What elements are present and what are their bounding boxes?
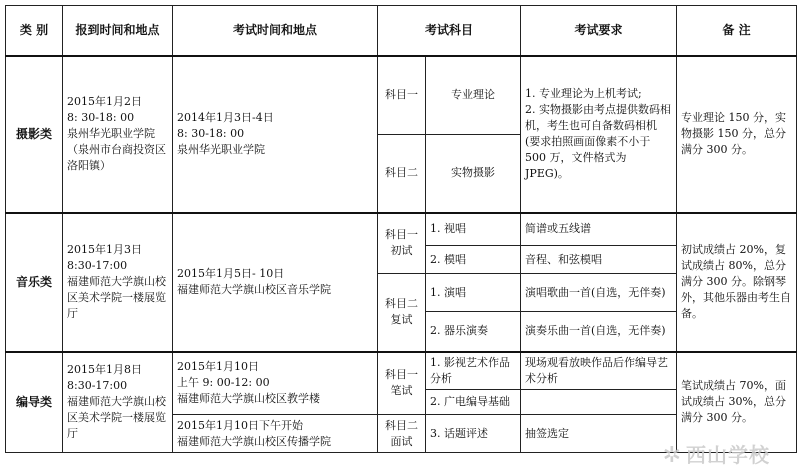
direct-note: 笔试成绩占 70%，面试成绩占 30%，总分满分 300 分。: [677, 352, 797, 453]
header-note: 备 注: [677, 6, 797, 56]
direct-exam-interview: 2015年1月10日下午开始 福建师范大学旗山校区传播学院: [173, 415, 378, 453]
photo-note: 专业理论 150 分，实物摄影 150 分，总分满分 300 分。: [677, 56, 797, 213]
header-category: 类 别: [6, 6, 63, 56]
direct-exam-written: 2015年1月10日 上午 9: 00-12: 00 福建师范大学旗山校区教学楼: [173, 352, 378, 415]
music-req-instrument: 演奏乐曲一首(自选，无伴奏): [521, 312, 677, 352]
photo-subject1-name: 专业理论: [426, 56, 521, 135]
watermark-logo: [663, 439, 770, 468]
direct-item-commentary: 3. 话题评述: [426, 415, 521, 453]
header-exam: 考试时间和地点: [173, 6, 378, 56]
music-report: 2015年1月3日 8:30-17:00 福建师范大学旗山校区美术学院一楼展览厅: [63, 213, 173, 352]
direct-req-commentary: 抽签选定: [521, 415, 677, 453]
photo-subject2-label: 科目二: [378, 135, 426, 213]
music-item-instrument: 2. 器乐演奏: [426, 312, 521, 352]
direct-item-basics: 2. 广电编导基础: [426, 390, 521, 415]
photo-category: 摄影类: [6, 56, 63, 213]
music-item-vocal: 1. 演唱: [426, 274, 521, 312]
header-requirement: 考试要求: [521, 6, 677, 56]
direct-req-analysis: 现场观看放映作品后作编导艺术分析: [521, 352, 677, 390]
photo-requirement: 1. 专业理论为上机考试; 2. 实物摄影由考点提供数码相机，考生也可自备数码相机(要求拍照画面像素不小于 500 万，文件格式为 JPEG)。: [521, 56, 677, 213]
music-group2-label: 科目二 复试: [378, 274, 426, 352]
direct-category: 编导类: [6, 352, 63, 453]
photo-subject2-name: 实物摄影: [426, 135, 521, 213]
music-item-sight-singing: 1. 视唱: [426, 213, 521, 246]
photo-report: 2015年1月2日 8: 30-18: 00 泉州华光职业学院（泉州市台商投资区洛阳镇）: [63, 56, 173, 213]
music-req-vocal: 演唱歌曲一首(自选，无伴奏): [521, 274, 677, 312]
photo-subject1-label: 科目一: [378, 56, 426, 135]
header-report: 报到时间和地点: [63, 6, 173, 56]
star-icon: ✲: [662, 443, 682, 468]
music-row-1: [6, 213, 797, 246]
music-category: 音乐类: [6, 213, 63, 352]
photo-row-1: [6, 56, 797, 135]
music-exam: 2015年1月5日- 10日 福建师范大学旗山校区音乐学院: [173, 213, 378, 352]
watermark-text: 西山学校: [686, 443, 770, 467]
direct-report: 2015年1月8日 8:30-17:00 福建师范大学旗山校区美术学院一楼展览厅: [63, 352, 173, 453]
music-item-imitation: 2. 模唱: [426, 246, 521, 274]
music-req-imitation: 音程、和弦模唱: [521, 246, 677, 274]
music-req-sight-singing: 简谱或五线谱: [521, 213, 677, 246]
music-group1-label: 科目一 初试: [378, 213, 426, 274]
exam-schedule-table: [5, 5, 797, 453]
direct-req-basics: [521, 390, 677, 415]
direct-item-analysis: 1. 影视艺术作品分析: [426, 352, 521, 390]
header-row: [6, 6, 797, 56]
photo-exam: 2014年1月3日-4日 8: 30-18: 00 泉州华光职业学院: [173, 56, 378, 213]
direct-group2-label: 科目二 面试: [378, 415, 426, 453]
direct-row-1: [6, 352, 797, 390]
direct-group1-label: 科目一 笔试: [378, 352, 426, 415]
header-subject: 考试科目: [378, 6, 521, 56]
music-note: 初试成绩占 20%，复试成绩占 80%，总分满分 300 分。除钢琴外，其他乐器由考生自备。: [677, 213, 797, 352]
